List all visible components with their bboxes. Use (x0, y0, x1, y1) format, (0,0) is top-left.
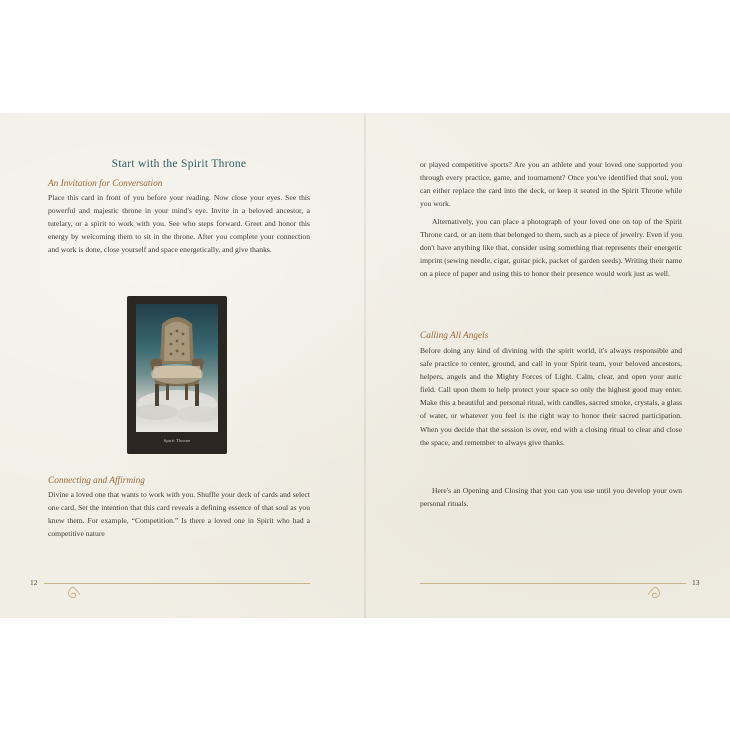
paragraph-competitive: or played competitive sports? Are you an athlete and your loved one supported you through every practice, game, and tournament? Once you've identified that soul, you can either replace the card into the deck, or keep it seated in the Spirit Throne while you work. (420, 160, 682, 209)
subheading-connecting: Connecting and Affirming (48, 476, 145, 486)
paragraph-opening-closing: Here's an Opening and Closing that you can you use until you develop your own personal rituals. (420, 486, 682, 509)
flourish-ornament-icon (646, 586, 664, 602)
paragraph-angels: Before doing any kind of divining with the spirit world, it's always responsible and safe practice to center, ground, and call in your Spirit team, your beloved ancestors, helpers, angels and the Mighty Forces of Light. Calm, clear, and open your auric field. Call upon them to help protect your space so only the highest good may enter. Make this a beautiful and personal ritual, with candles, sacred smoke, crystals, a glass of water, or whatever you feel is the right way to honor their sacred participation. When you decide that the session is over, end with a closing ritual to clear and close the space, and remember to always give thanks. (420, 346, 682, 447)
book-gutter (364, 113, 366, 618)
spirit-throne-card (127, 296, 227, 454)
subheading-invitation: An Invitation for Conversation (48, 179, 163, 189)
card-title: Spirit Throne (163, 438, 191, 443)
section-heading: Start with the Spirit Throne (111, 158, 247, 170)
paragraph-alternatively: Alternatively, you can place a photograph of your loved one on top of the Spirit Throne card, or an item that belonged to them, such as a piece of jewelry. Even if you don't have anything like that, consider using something that represents their energetic imprint (sewing needle, cigar, guitar pick, packet of garden seeds). Writing their name on a piece of paper and using this to honor their presence would work just as well. (420, 217, 682, 279)
page-number-left: 12 (30, 578, 38, 587)
paragraph-connecting: Divine a loved one that wants to work with you. Shuffle your deck of cards and select one card. Set the intention that this card reveals a defining essence of that soul as you knew them. For example, “Competition.” Is there a loved one in Spirit who had a competitive nature (48, 490, 310, 539)
footer-rule-right (420, 583, 686, 584)
paragraph-invitation: Place this card in front of you before your reading. Now close your eyes. See this powerful and majestic throne in your mind's eye. Invite in a beloved ancestor, a tutelary, or a spirit to work with you. See who steps forward. Greet and honor this energy by welcoming them to sit in the throne. After you complete your connection and work is done, close yourself and space energetically, and give thanks. (48, 193, 310, 255)
footer-rule-left (44, 583, 310, 584)
subheading-angels: Calling All Angels (420, 331, 489, 341)
flourish-ornament-icon (64, 586, 82, 602)
book-spread (0, 113, 730, 618)
throne-illustration (136, 304, 218, 432)
page-number-right: 13 (692, 578, 700, 587)
